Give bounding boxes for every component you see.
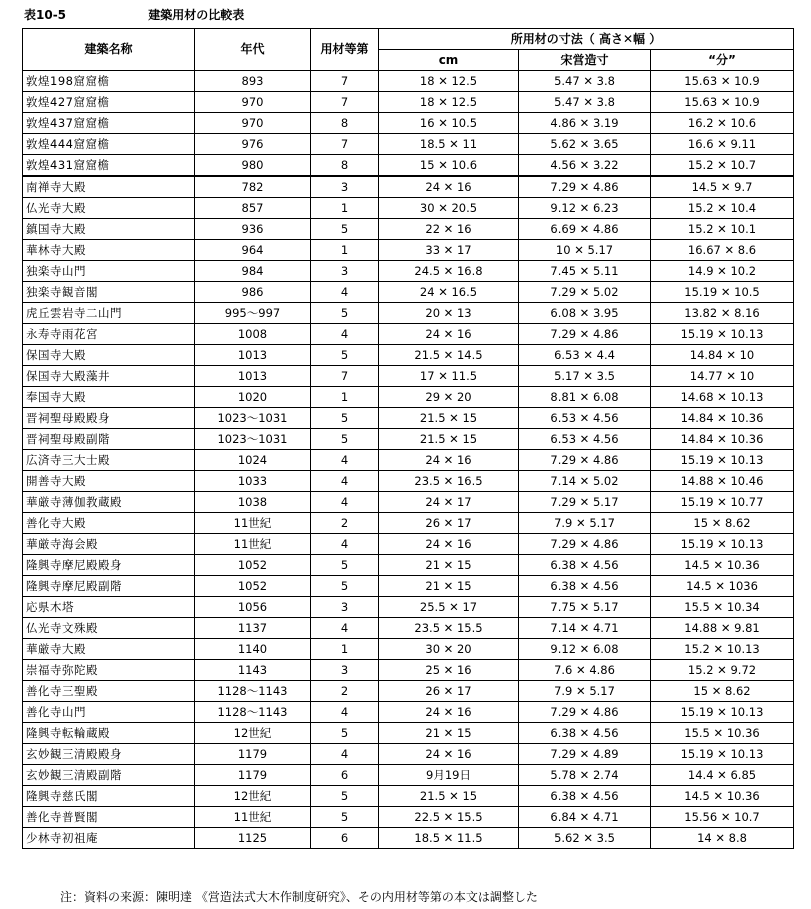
cell-cm: 16 ✕ 10.5 — [379, 113, 519, 134]
cell-grade: 3 — [311, 660, 379, 681]
table-row — [23, 240, 794, 261]
cell-fen: 15.5 ✕ 10.36 — [651, 723, 794, 744]
cell-song: 5.17 ✕ 3.5 — [519, 366, 651, 387]
cell-cm: 9月19日 — [379, 765, 519, 786]
cell-fen: 14.68 ✕ 10.13 — [651, 387, 794, 408]
cell-song: 7.9 ✕ 5.17 — [519, 513, 651, 534]
table-caption — [24, 6, 244, 23]
cell-fen: 15.19 ✕ 10.13 — [651, 450, 794, 471]
cell-grade: 1 — [311, 387, 379, 408]
cell-name: 独楽寺山門 — [23, 261, 195, 282]
cell-cm: 21 ✕ 15 — [379, 576, 519, 597]
header-era: 年代 — [195, 29, 311, 71]
cell-grade: 4 — [311, 282, 379, 303]
cell-song: 6.53 ✕ 4.4 — [519, 345, 651, 366]
table-row — [23, 765, 794, 786]
cell-grade: 5 — [311, 786, 379, 807]
cell-cm: 29 ✕ 20 — [379, 387, 519, 408]
cell-era: 1052 — [195, 576, 311, 597]
cell-fen: 14.84 ✕ 10.36 — [651, 429, 794, 450]
cell-name: 善化寺普賢閣 — [23, 807, 195, 828]
cell-name: 晋祠聖母殿副階 — [23, 429, 195, 450]
cell-cm: 24 ✕ 17 — [379, 492, 519, 513]
cell-grade: 5 — [311, 408, 379, 429]
cell-cm: 21.5 ✕ 14.5 — [379, 345, 519, 366]
cell-fen: 16.6 ✕ 9.11 — [651, 134, 794, 155]
table-row — [23, 198, 794, 219]
cell-cm: 18 ✕ 12.5 — [379, 92, 519, 113]
cell-song: 5.47 ✕ 3.8 — [519, 92, 651, 113]
cell-song: 10 ✕ 5.17 — [519, 240, 651, 261]
cell-fen: 15.19 ✕ 10.13 — [651, 702, 794, 723]
cell-era: 11世紀 — [195, 513, 311, 534]
table-row — [23, 744, 794, 765]
cell-cm: 21 ✕ 15 — [379, 555, 519, 576]
cell-grade: 8 — [311, 155, 379, 177]
cell-cm: 21.5 ✕ 15 — [379, 786, 519, 807]
cell-fen: 15.2 ✕ 10.7 — [651, 155, 794, 177]
cell-song: 7.14 ✕ 5.02 — [519, 471, 651, 492]
cell-name: 仏光寺大殿 — [23, 198, 195, 219]
cell-cm: 23.5 ✕ 15.5 — [379, 618, 519, 639]
cell-grade: 8 — [311, 113, 379, 134]
cell-song: 4.56 ✕ 3.22 — [519, 155, 651, 177]
cell-grade: 4 — [311, 450, 379, 471]
cell-song: 6.38 ✕ 4.56 — [519, 555, 651, 576]
cell-fen: 15.2 ✕ 10.13 — [651, 639, 794, 660]
cell-song: 6.69 ✕ 4.86 — [519, 219, 651, 240]
cell-name: 崇福寺弥陀殿 — [23, 660, 195, 681]
cell-name: 玄妙観三清殿殿身 — [23, 744, 195, 765]
cell-song: 7.29 ✕ 4.86 — [519, 702, 651, 723]
cell-fen: 13.82 ✕ 8.16 — [651, 303, 794, 324]
table-number: 表10-5 — [24, 8, 67, 22]
cell-cm: 25 ✕ 16 — [379, 660, 519, 681]
cell-fen: 15.19 ✕ 10.77 — [651, 492, 794, 513]
cell-fen: 14.77 ✕ 10 — [651, 366, 794, 387]
cell-cm: 24.5 ✕ 16.8 — [379, 261, 519, 282]
table-row — [23, 345, 794, 366]
cell-era: 976 — [195, 134, 311, 155]
cell-grade: 4 — [311, 744, 379, 765]
cell-fen: 14.84 ✕ 10 — [651, 345, 794, 366]
table-row — [23, 387, 794, 408]
cell-name: 隆興寺摩尼殿副階 — [23, 576, 195, 597]
cell-fen: 15.19 ✕ 10.5 — [651, 282, 794, 303]
cell-grade: 1 — [311, 639, 379, 660]
header-song: 宋営造寸 — [519, 50, 651, 71]
cell-grade: 3 — [311, 176, 379, 198]
cell-name: 華厳寺薄伽教蔵殿 — [23, 492, 195, 513]
table-row — [23, 492, 794, 513]
table-row — [23, 807, 794, 828]
table-row — [23, 282, 794, 303]
table-row — [23, 513, 794, 534]
cell-grade: 5 — [311, 429, 379, 450]
cell-name: 独楽寺観音閣 — [23, 282, 195, 303]
cell-name: 奉国寺大殿 — [23, 387, 195, 408]
cell-name: 保国寺大殿藻井 — [23, 366, 195, 387]
cell-cm: 17 ✕ 11.5 — [379, 366, 519, 387]
cell-cm: 24 ✕ 16 — [379, 744, 519, 765]
table-row — [23, 555, 794, 576]
cell-song: 7.29 ✕ 4.86 — [519, 534, 651, 555]
cell-cm: 33 ✕ 17 — [379, 240, 519, 261]
cell-cm: 26 ✕ 17 — [379, 513, 519, 534]
table-row — [23, 324, 794, 345]
cell-era: 1008 — [195, 324, 311, 345]
cell-cm: 30 ✕ 20 — [379, 639, 519, 660]
cell-song: 6.84 ✕ 4.71 — [519, 807, 651, 828]
cell-song: 6.38 ✕ 4.56 — [519, 576, 651, 597]
cell-era: 1125 — [195, 828, 311, 849]
cell-grade: 2 — [311, 513, 379, 534]
table-title: 建築用材の比較表 — [148, 8, 245, 22]
cell-era: 984 — [195, 261, 311, 282]
cell-song: 5.62 ✕ 3.5 — [519, 828, 651, 849]
cell-fen: 15.63 ✕ 10.9 — [651, 71, 794, 92]
cell-fen: 14.88 ✕ 9.81 — [651, 618, 794, 639]
cell-fen: 15.19 ✕ 10.13 — [651, 324, 794, 345]
cell-grade: 4 — [311, 471, 379, 492]
cell-fen: 14 ✕ 8.8 — [651, 828, 794, 849]
cell-name: 敦煌437窟窟檐 — [23, 113, 195, 134]
cell-song: 7.14 ✕ 4.71 — [519, 618, 651, 639]
cell-era: 1013 — [195, 345, 311, 366]
cell-grade: 3 — [311, 597, 379, 618]
header-fen: “分” — [651, 50, 794, 71]
cell-name: 広済寺三大士殿 — [23, 450, 195, 471]
cell-era: 1024 — [195, 450, 311, 471]
cell-era: 970 — [195, 113, 311, 134]
cell-grade: 4 — [311, 492, 379, 513]
cell-name: 善化寺三聖殿 — [23, 681, 195, 702]
cell-fen: 15.56 ✕ 10.7 — [651, 807, 794, 828]
cell-song: 7.29 ✕ 4.86 — [519, 450, 651, 471]
cell-cm: 21 ✕ 15 — [379, 723, 519, 744]
cell-song: 7.45 ✕ 5.11 — [519, 261, 651, 282]
cell-era: 1052 — [195, 555, 311, 576]
cell-name: 華林寺大殿 — [23, 240, 195, 261]
table-body — [23, 71, 794, 849]
cell-era: 12世紀 — [195, 723, 311, 744]
cell-cm: 24 ✕ 16.5 — [379, 282, 519, 303]
table-row — [23, 408, 794, 429]
cell-cm: 18.5 ✕ 11 — [379, 134, 519, 155]
cell-name: 隆興寺慈氏閣 — [23, 786, 195, 807]
cell-song: 6.38 ✕ 4.56 — [519, 723, 651, 744]
cell-name: 敦煌431窟窟檐 — [23, 155, 195, 177]
cell-cm: 22.5 ✕ 15.5 — [379, 807, 519, 828]
cell-song: 5.47 ✕ 3.8 — [519, 71, 651, 92]
cell-name: 保国寺大殿 — [23, 345, 195, 366]
cell-name: 隆興寺摩尼殿殿身 — [23, 555, 195, 576]
cell-fen: 15.19 ✕ 10.13 — [651, 534, 794, 555]
header-cm: cm — [379, 50, 519, 71]
cell-fen: 15.2 ✕ 10.4 — [651, 198, 794, 219]
table-row — [23, 576, 794, 597]
cell-grade: 6 — [311, 828, 379, 849]
cell-grade: 4 — [311, 324, 379, 345]
table-row — [23, 723, 794, 744]
cell-grade: 1 — [311, 240, 379, 261]
cell-name: 華厳寺大殿 — [23, 639, 195, 660]
cell-name: 敦煌444窟窟檐 — [23, 134, 195, 155]
cell-song: 6.53 ✕ 4.56 — [519, 408, 651, 429]
cell-grade: 7 — [311, 92, 379, 113]
cell-name: 開善寺大殿 — [23, 471, 195, 492]
cell-song: 9.12 ✕ 6.08 — [519, 639, 651, 660]
table-row — [23, 786, 794, 807]
table-row — [23, 828, 794, 849]
cell-name: 南禅寺大殿 — [23, 176, 195, 198]
cell-song: 7.29 ✕ 5.17 — [519, 492, 651, 513]
cell-song: 4.86 ✕ 3.19 — [519, 113, 651, 134]
cell-name: 善化寺山門 — [23, 702, 195, 723]
cell-era: 1137 — [195, 618, 311, 639]
cell-fen: 15 ✕ 8.62 — [651, 513, 794, 534]
table-row — [23, 261, 794, 282]
cell-cm: 15 ✕ 10.6 — [379, 155, 519, 177]
cell-era: 1013 — [195, 366, 311, 387]
cell-grade: 5 — [311, 576, 379, 597]
cell-song: 6.08 ✕ 3.95 — [519, 303, 651, 324]
cell-song: 6.38 ✕ 4.56 — [519, 786, 651, 807]
header-grade: 用材等第 — [311, 29, 379, 71]
cell-era: 1179 — [195, 765, 311, 786]
cell-fen: 14.5 ✕ 1036 — [651, 576, 794, 597]
cell-fen: 15.19 ✕ 10.13 — [651, 744, 794, 765]
cell-era: 1023～1031 — [195, 429, 311, 450]
cell-cm: 24 ✕ 16 — [379, 324, 519, 345]
cell-grade: 7 — [311, 71, 379, 92]
cell-song: 7.29 ✕ 4.86 — [519, 176, 651, 198]
cell-song: 5.78 ✕ 2.74 — [519, 765, 651, 786]
cell-cm: 25.5 ✕ 17 — [379, 597, 519, 618]
cell-grade: 5 — [311, 303, 379, 324]
cell-cm: 23.5 ✕ 16.5 — [379, 471, 519, 492]
cell-cm: 20 ✕ 13 — [379, 303, 519, 324]
cell-name: 華厳寺海会殿 — [23, 534, 195, 555]
cell-cm: 18 ✕ 12.5 — [379, 71, 519, 92]
cell-era: 980 — [195, 155, 311, 177]
cell-fen: 16.2 ✕ 10.6 — [651, 113, 794, 134]
cell-era: 1179 — [195, 744, 311, 765]
cell-name: 善化寺大殿 — [23, 513, 195, 534]
cell-era: 995～997 — [195, 303, 311, 324]
table-row — [23, 176, 794, 198]
table-row — [23, 618, 794, 639]
cell-fen: 16.67 ✕ 8.6 — [651, 240, 794, 261]
table-row — [23, 681, 794, 702]
cell-grade: 5 — [311, 219, 379, 240]
table-row — [23, 429, 794, 450]
cell-name: 敦煌427窟窟檐 — [23, 92, 195, 113]
cell-name: 隆興寺転輪蔵殿 — [23, 723, 195, 744]
cell-era: 893 — [195, 71, 311, 92]
cell-grade: 5 — [311, 723, 379, 744]
cell-era: 1056 — [195, 597, 311, 618]
cell-song: 7.75 ✕ 5.17 — [519, 597, 651, 618]
cell-fen: 14.5 ✕ 10.36 — [651, 786, 794, 807]
cell-fen: 14.88 ✕ 10.46 — [651, 471, 794, 492]
cell-name: 鎮国寺大殿 — [23, 219, 195, 240]
table-row — [23, 155, 794, 177]
cell-cm: 24 ✕ 16 — [379, 534, 519, 555]
cell-cm: 24 ✕ 16 — [379, 176, 519, 198]
cell-name: 応県木塔 — [23, 597, 195, 618]
cell-cm: 24 ✕ 16 — [379, 450, 519, 471]
table-row — [23, 639, 794, 660]
cell-fen: 14.5 ✕ 9.7 — [651, 176, 794, 198]
cell-era: 11世紀 — [195, 534, 311, 555]
cell-fen: 14.9 ✕ 10.2 — [651, 261, 794, 282]
cell-song: 5.62 ✕ 3.65 — [519, 134, 651, 155]
cell-name: 晋祠聖母殿殿身 — [23, 408, 195, 429]
table-row — [23, 534, 794, 555]
table-row — [23, 597, 794, 618]
cell-song: 7.29 ✕ 5.02 — [519, 282, 651, 303]
cell-era: 986 — [195, 282, 311, 303]
cell-era: 857 — [195, 198, 311, 219]
cell-era: 782 — [195, 176, 311, 198]
cell-fen: 15.5 ✕ 10.34 — [651, 597, 794, 618]
cell-name: 玄妙観三清殿副階 — [23, 765, 195, 786]
cell-cm: 22 ✕ 16 — [379, 219, 519, 240]
cell-fen: 14.4 ✕ 6.85 — [651, 765, 794, 786]
cell-cm: 30 ✕ 20.5 — [379, 198, 519, 219]
cell-grade: 3 — [311, 261, 379, 282]
table-row — [23, 134, 794, 155]
cell-fen: 14.84 ✕ 10.36 — [651, 408, 794, 429]
source-note: 注：資料の来源：陳明達 《営造法式大木作制度研究》、その内用材等第の本文は調整した — [60, 890, 538, 904]
comparison-table — [22, 28, 794, 849]
table-row — [23, 219, 794, 240]
cell-era: 1023～1031 — [195, 408, 311, 429]
cell-name: 少林寺初祖庵 — [23, 828, 195, 849]
cell-grade: 4 — [311, 534, 379, 555]
cell-fen: 15.63 ✕ 10.9 — [651, 92, 794, 113]
cell-song: 7.6 ✕ 4.86 — [519, 660, 651, 681]
cell-fen: 15.2 ✕ 9.72 — [651, 660, 794, 681]
cell-name: 永寿寺雨花宮 — [23, 324, 195, 345]
cell-cm: 18.5 ✕ 11.5 — [379, 828, 519, 849]
cell-song: 8.81 ✕ 6.08 — [519, 387, 651, 408]
cell-song: 7.9 ✕ 5.17 — [519, 681, 651, 702]
cell-era: 1128～1143 — [195, 681, 311, 702]
cell-name: 仏光寺文殊殿 — [23, 618, 195, 639]
cell-era: 970 — [195, 92, 311, 113]
cell-grade: 5 — [311, 555, 379, 576]
cell-grade: 1 — [311, 198, 379, 219]
cell-grade: 4 — [311, 618, 379, 639]
cell-era: 11世紀 — [195, 807, 311, 828]
table-row — [23, 303, 794, 324]
cell-era: 936 — [195, 219, 311, 240]
cell-fen: 14.5 ✕ 10.36 — [651, 555, 794, 576]
header-size-group: 所用材の寸法（ 高さ✕幅 ） — [379, 29, 794, 50]
cell-grade: 2 — [311, 681, 379, 702]
cell-era: 1033 — [195, 471, 311, 492]
cell-name: 虎丘雲岩寺二山門 — [23, 303, 195, 324]
table-row — [23, 702, 794, 723]
cell-cm: 24 ✕ 16 — [379, 702, 519, 723]
cell-fen: 15 ✕ 8.62 — [651, 681, 794, 702]
cell-grade: 6 — [311, 765, 379, 786]
table-row — [23, 71, 794, 92]
table-row — [23, 660, 794, 681]
cell-fen: 15.2 ✕ 10.1 — [651, 219, 794, 240]
cell-era: 1143 — [195, 660, 311, 681]
cell-song: 7.29 ✕ 4.86 — [519, 324, 651, 345]
cell-name: 敦煌198窟窟檐 — [23, 71, 195, 92]
cell-song: 7.29 ✕ 4.89 — [519, 744, 651, 765]
table-row — [23, 450, 794, 471]
table-row — [23, 366, 794, 387]
cell-era: 1020 — [195, 387, 311, 408]
header-name: 建築名称 — [23, 29, 195, 71]
cell-era: 964 — [195, 240, 311, 261]
table-row — [23, 92, 794, 113]
cell-song: 6.53 ✕ 4.56 — [519, 429, 651, 450]
cell-era: 12世紀 — [195, 786, 311, 807]
cell-grade: 7 — [311, 134, 379, 155]
cell-cm: 21.5 ✕ 15 — [379, 408, 519, 429]
cell-cm: 21.5 ✕ 15 — [379, 429, 519, 450]
cell-song: 9.12 ✕ 6.23 — [519, 198, 651, 219]
table-row — [23, 113, 794, 134]
cell-grade: 4 — [311, 702, 379, 723]
cell-grade: 5 — [311, 345, 379, 366]
cell-era: 1128～1143 — [195, 702, 311, 723]
table-row — [23, 471, 794, 492]
cell-cm: 26 ✕ 17 — [379, 681, 519, 702]
cell-grade: 5 — [311, 807, 379, 828]
header-row-top — [23, 29, 794, 50]
cell-grade: 7 — [311, 366, 379, 387]
cell-era: 1038 — [195, 492, 311, 513]
cell-era: 1140 — [195, 639, 311, 660]
